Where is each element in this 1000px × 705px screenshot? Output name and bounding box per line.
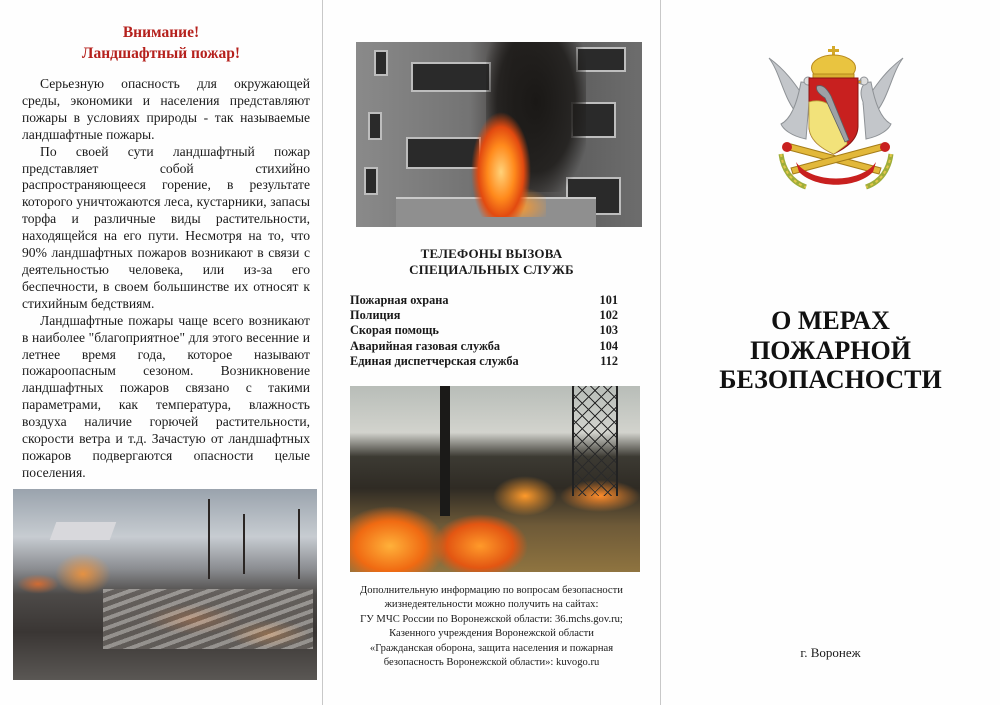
info-line: Дополнительную информацию по вопросам безопасности (360, 585, 623, 596)
phone-row (350, 308, 618, 323)
paragraph: Ландшафтные пожары чаще всего возникают в наиболее "благоприятное" для этого весенние и летнее время года, которое называют пожароопасным сезоном. Возникновение ландшафтных пожаров связано с такими параметрами, как температура, влажность воздуха наличие горючей растительности, скорости ветра и т.д. Зачастую от ландшафтных пожаров подвергаются опасности целые поселения. (22, 312, 310, 480)
service-name: Пожарная охрана (350, 293, 449, 307)
service-number: 104 (599, 338, 618, 353)
service-number: 101 (599, 293, 618, 307)
info-line: безопасность Воронежской области»: kuvogo.ru (383, 657, 600, 669)
info-line: жизнедеятельности можно получить на сайтах: (384, 599, 599, 611)
info-line: ГУ МЧС России по Воронежской области: 36.mchs.gov.ru; (360, 613, 623, 625)
phone-row (350, 339, 618, 354)
shield-icon (809, 78, 858, 154)
grass-fire-photo (350, 386, 640, 572)
info-line: Казенного учреждения Воронежской области (389, 628, 594, 640)
landscape-fire-text (22, 76, 310, 482)
burned-village-photo (13, 489, 317, 680)
window-shape (364, 167, 378, 195)
panel-cover (661, 0, 1000, 705)
warning-title-line: Внимание! (122, 24, 200, 41)
service-number: 102 (599, 308, 618, 323)
additional-info (323, 584, 660, 670)
cover-title (661, 306, 1000, 395)
phone-row (350, 293, 618, 308)
warning-title-line: Ландшафтный пожар! (81, 45, 241, 62)
phone-row (350, 354, 618, 369)
warning-title (0, 22, 322, 64)
tree-shape (298, 509, 300, 579)
cover-title-line: БЕЗОПАСНОСТИ (719, 365, 942, 394)
info-line: «Гражданская оборона, защита населения и пожарная (369, 642, 614, 654)
cover-title-line: ПОЖАРНОЙ (750, 335, 911, 365)
burning-building-photo (356, 42, 642, 227)
roof-shape (50, 522, 117, 540)
window-shape (411, 62, 491, 92)
phones-title-line: ТЕЛЕФОНЫ ВЫЗОВА (420, 246, 563, 261)
power-tower-shape (572, 386, 618, 496)
emergency-phones-title (323, 246, 660, 278)
emergency-phones-list (350, 293, 618, 369)
crown-icon (812, 46, 856, 81)
paragraph: Серьезную опасность для окружающей среды, экономики и населения представляют пожары в условиях природы - так называемые ландшафтные пожары. (22, 76, 310, 142)
service-name: Аварийная газовая служба (350, 338, 500, 353)
service-name: Скорая помощь (350, 323, 439, 338)
panel-left (0, 0, 322, 705)
service-name: Единая диспетчерская служба (350, 353, 519, 368)
window-shape (374, 50, 388, 76)
window-shape (368, 112, 382, 140)
flame-shape (456, 97, 546, 217)
cover-title-line: О МЕРАХ (771, 306, 890, 335)
phone-row (350, 323, 618, 338)
tree-shape (243, 514, 245, 574)
service-name: Полиция (350, 308, 401, 323)
paragraph: По своей сути ландшафтный пожар представляет собой стихийно распространяющееся горение, в результате которого уничтожаются леса, кустарники, запасы торфа и различные виды растительности, находящейся на его пути. Несмотря на то, что 90% ландшафтных пожаров возникают в связи с деятельностью человека, или из-за его беспечности, в своем большинстве их относят к стихийным бедствиям. (22, 143, 310, 311)
coat-of-arms-icon (761, 44, 911, 194)
eagle-right-icon (855, 58, 903, 139)
city-label: г. Воронеж (800, 645, 861, 660)
service-number: 103 (599, 323, 618, 338)
phones-title-line: СПЕЦИАЛЬНЫХ СЛУЖБ (409, 262, 574, 277)
tree-shape (208, 499, 210, 579)
service-number: 112 (600, 353, 618, 368)
utility-pole-shape (440, 386, 450, 516)
debris-shape (103, 589, 313, 649)
